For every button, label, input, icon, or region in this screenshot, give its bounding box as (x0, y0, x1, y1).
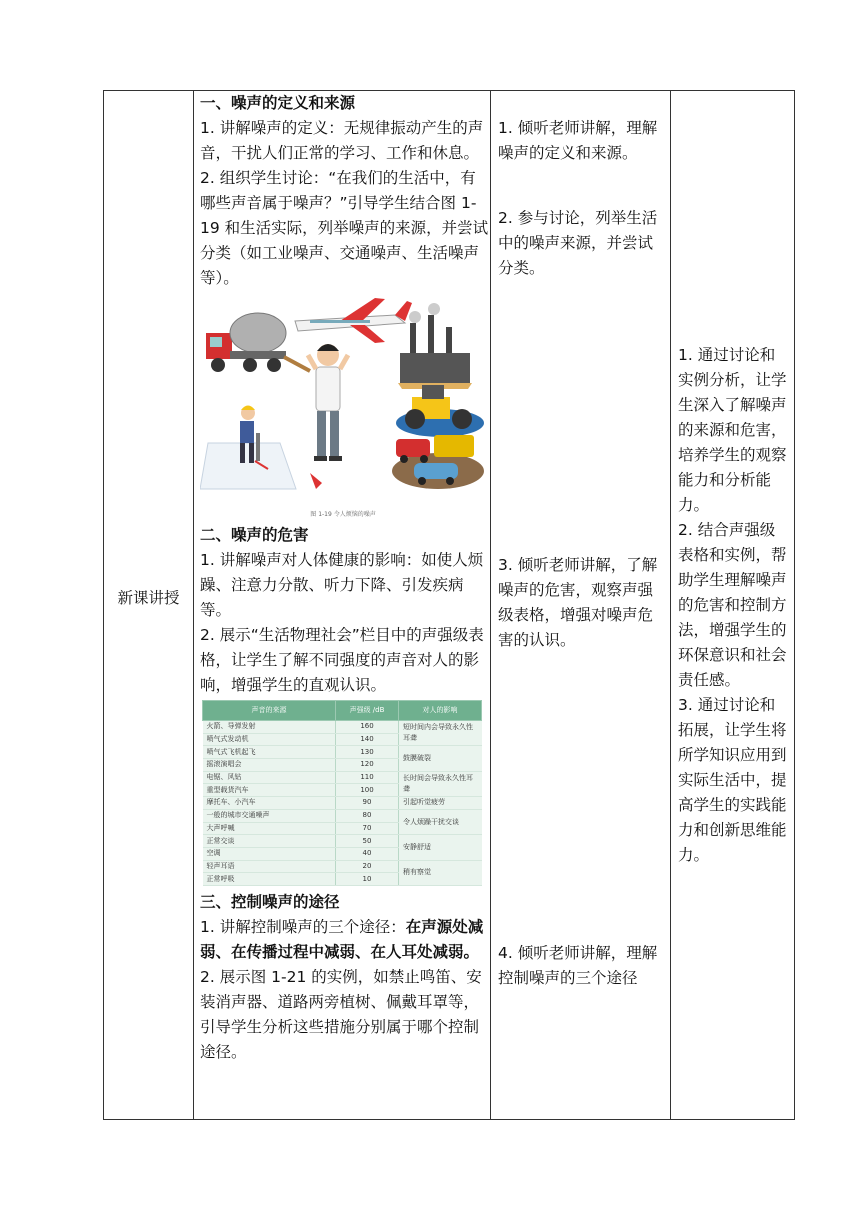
discussion-paragraph: 2. 组织学生讨论：“在我们的生活中，有哪些声音属于噪声？”引导学生结合图 1-19 和生活实际，列举噪声的来源，并尝试分类（如工业噪声、交通噪声、生活噪声等）。 (200, 169, 489, 287)
source-cell: 轻声耳语 (203, 860, 336, 873)
control-methods-text: 在声源处减弱、在传播过程中减弱、在人耳处减弱。 (200, 917, 484, 961)
effect-cell: 安静舒适 (399, 835, 482, 860)
traffic-cars-icon (392, 435, 484, 489)
db-cell: 40 (336, 847, 399, 860)
noise-sources-illustration (200, 293, 486, 519)
boy-covering-ears-icon (308, 344, 348, 461)
db-cell: 20 (336, 860, 399, 873)
column-divider (490, 91, 491, 1119)
student-activity-3: 3. 倾听老师讲解，了解噪声的危害，观察声强级表格，增强对噪声危害的认识。 (498, 556, 658, 649)
table-row (203, 797, 482, 810)
source-cell: 正常呼吸 (203, 873, 336, 886)
db-cell: 100 (336, 784, 399, 797)
source-cell: 摩托车、小汽车 (203, 797, 336, 810)
control-paragraph (200, 915, 490, 965)
table-row (203, 835, 482, 848)
table-header: 声音的来源 (203, 701, 336, 721)
source-cell: 火箭、导弹发射 (203, 721, 336, 734)
db-cell: 70 (336, 822, 399, 835)
sound-intensity-table (202, 700, 482, 886)
student-activity-1: 1. 倾听老师讲解，理解噪声的定义和来源。 (498, 119, 658, 162)
effect-cell: 引起听觉疲劳 (399, 797, 482, 810)
effect-cell: 稍有察觉 (399, 860, 482, 885)
column-divider (193, 91, 194, 1119)
table-header: 对人的影响 (399, 701, 482, 721)
db-cell: 160 (336, 721, 399, 734)
effect-cell: 令人烦躁干扰交谈 (399, 809, 482, 834)
design-intent-3: 3. 通过讨论和拓展，让学生将所学知识应用到实际生活中，提高学生的实践能力和创新思维能力。 (678, 696, 787, 864)
table-header: 声强级 /dB (336, 701, 399, 721)
worker-with-drill-icon (200, 406, 296, 490)
source-cell: 喷气式飞机起飞 (203, 746, 336, 759)
harm-paragraph: 1. 讲解噪声对人体健康的影响：如使人烦躁、注意力分散、听力下降、引发疾病等。 (200, 551, 484, 619)
table-row (203, 721, 482, 734)
table-intro-paragraph: 2. 展示“生活物理社会”栏目中的声强级表格，让学生了解不同强度的声音对人的影响，增强学生的直观认识。 (200, 626, 484, 694)
source-cell: 一般的城市交通噪声 (203, 809, 336, 822)
control-lead-text: 1. 讲解控制噪声的三个途径： (200, 917, 406, 936)
column-divider (670, 91, 671, 1119)
row-label: 新课讲授 (117, 589, 180, 607)
source-cell: 大声呼喊 (203, 822, 336, 835)
source-cell: 正常交谈 (203, 835, 336, 848)
section-title-control: 三、控制噪声的途径 (200, 892, 340, 911)
noise-burst-icon (310, 473, 322, 489)
db-cell: 120 (336, 759, 399, 772)
student-activity-2: 2. 参与讨论，列举生活中的噪声来源，并尝试分类。 (498, 209, 658, 277)
source-cell: 空调 (203, 847, 336, 860)
table-row (203, 809, 482, 822)
db-cell: 130 (336, 746, 399, 759)
db-cell: 50 (336, 835, 399, 848)
noise-illustration-svg (200, 293, 486, 511)
figure-caption: 图 1-19 令人烦恼的噪声 (310, 511, 376, 518)
effect-cell: 短时间内会导致永久性耳聋 (399, 721, 482, 746)
table-row (203, 771, 482, 784)
source-cell: 电锯、风钻 (203, 771, 336, 784)
db-cell: 140 (336, 733, 399, 746)
table-row (203, 860, 482, 873)
design-intent-cell (678, 343, 790, 868)
airplane-icon (295, 298, 412, 343)
teacher-activity-cell (200, 91, 490, 1065)
examples-paragraph: 2. 展示图 1-21 的实例，如禁止鸣笛、安装消声器、道路两旁植树、佩戴耳罩等，引导学生分析这些措施分别属于哪个控制途径。 (200, 967, 482, 1061)
factory-icon (398, 303, 472, 389)
road-roller-icon (396, 385, 484, 437)
cement-truck-icon (206, 313, 310, 372)
student-activity-4: 4. 倾听老师讲解，理解控制噪声的三个途径 (498, 944, 658, 987)
db-cell: 80 (336, 809, 399, 822)
design-intent-1: 1. 通过讨论和实例分析，让学生深入了解噪声的来源和危害，培养学生的观察能力和分析能力。 (678, 346, 787, 514)
design-intent-2: 2. 结合声强级表格和实例，帮助学生理解噪声的危害和控制方法，增强学生的环保意识和社会责任感。 (678, 521, 787, 689)
source-cell: 喷气式发动机 (203, 733, 336, 746)
source-cell: 摇滚演唱会 (203, 759, 336, 772)
effect-cell: 长时间会导致永久性耳聋 (399, 771, 482, 796)
section-title-definition: 一、噪声的定义和来源 (200, 94, 356, 112)
definition-paragraph: 1. 讲解噪声的定义：无规律振动产生的声音，干扰人们正常的学习、工作和休息。 (200, 119, 484, 162)
db-cell: 110 (336, 771, 399, 784)
section-title-harm: 二、噪声的危害 (200, 526, 309, 544)
source-cell: 重型载货汽车 (203, 784, 336, 797)
table-row (203, 746, 482, 759)
lesson-table (103, 90, 795, 1120)
effect-cell: 鼓膜破裂 (399, 746, 482, 771)
db-cell: 90 (336, 797, 399, 810)
db-cell: 10 (336, 873, 399, 886)
